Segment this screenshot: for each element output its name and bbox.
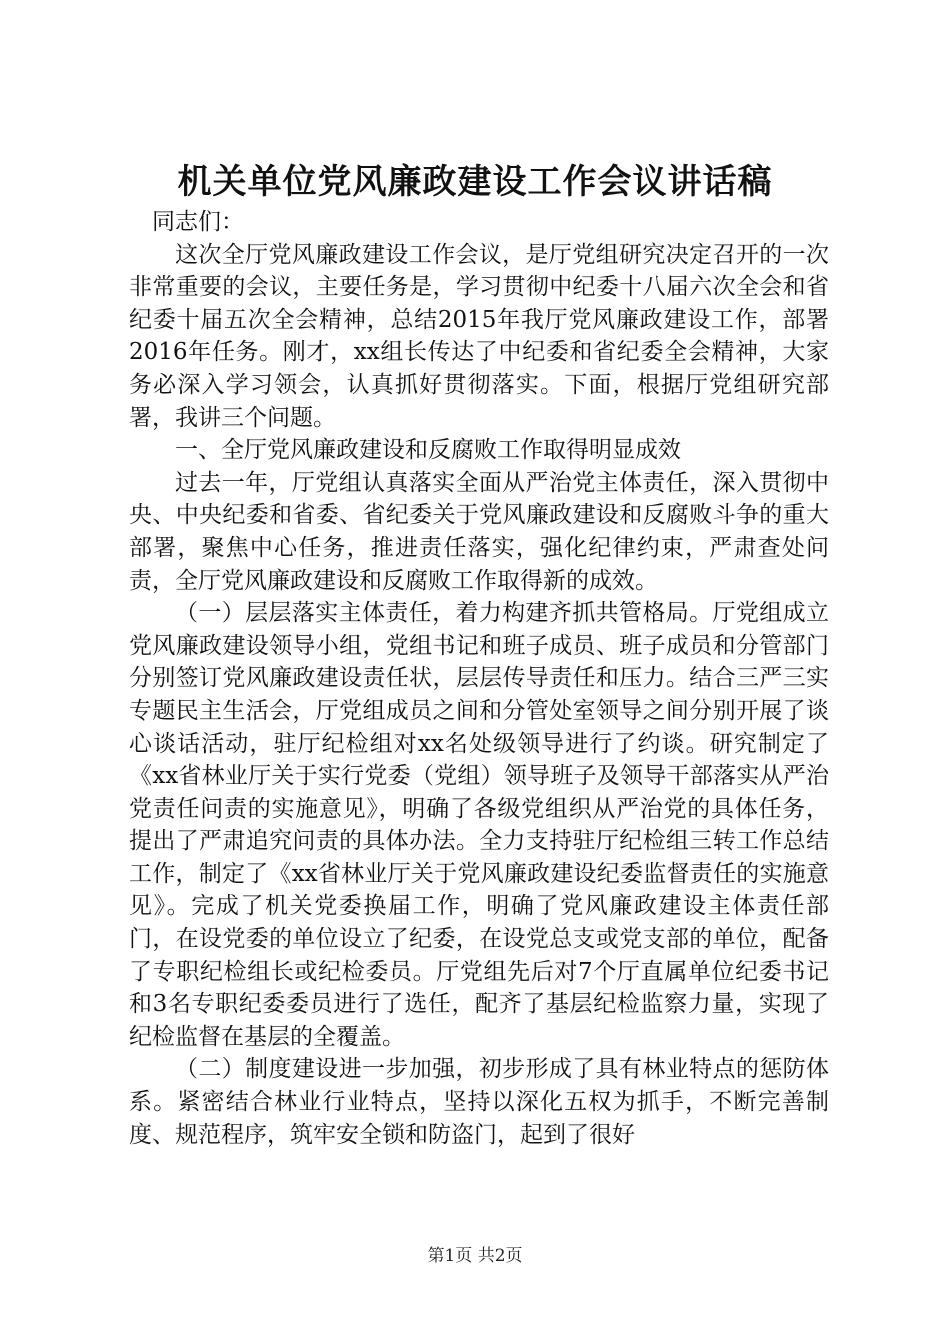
page-footer: 第1页 共2页 [427,1246,523,1266]
subsection-paragraph-1: （一）层层落实主体责任，着力构建齐抓共管格局。厅党组成立党风廉政建设领导小组，党组书记和班子成员、班子成员和分管部门分别签订党风廉政建设责任状，层层传导责任和压力。结合三严三实专题民主生活会，厅党组成员之间和分管处室领导之间分别开展了谈心谈话活动，驻厅纪检组对xx名处级领导进行了约谈。研究制定了《xx省林业厅关于实行党委（党组）领导班子及领导干部落实从严治党责任问责的实施意见》，明确了各级党组织从严治党的具体任务，提出了严肃追究问责的具体办法。全力支持驻厅纪检组三转工作总结工作，制定了《xx省林业厅关于党风廉政建设纪委监督责任的实施意见》。完成了机关党委换届工作，明确了党风廉政建设主体责任部门，在设党委的单位设立了纪委，在设党总支或党支部的单位，配备了专职纪检组长或纪检委员。厅党组先后对7个厅直属单位纪委书记和3名专职纪委委员进行了选任，配齐了基层纪检监察力量，实现了纪检监督在基层的全覆盖。 [129,600,829,1050]
section-paragraph: 过去一年，厅党组认真落实全面从严治党主体责任，深入贯彻中央、中央纪委和省委、省纪委关于党风廉政建设和反腐败斗争的重大部署，聚焦中心任务，推进责任落实，强化纪律约束，严肃查处问责，全厅党风廉政建设和反腐败工作取得新的成效。 [129,469,829,594]
document-title: 机关单位党风廉政建设工作会议讲话稿 [177,162,773,202]
document-body [129,206,829,1151]
intro-paragraph: 这次全厅党风廉政建设工作会议，是厅党组研究决定召开的一次非常重要的会议，主要任务是，学习贯彻中纪委十八届六次全会和省纪委十届五次全会精神，总结2015年我厅党风廉政建设工作，部署2016年任务。刚才，xx组长传达了中纪委和省纪委全会精神，大家务必深入学习领会，认真抓好贯彻落实。下面，根据厅党组研究部署，我讲三个问题。 [129,241,829,431]
subsection-paragraph-2: （二）制度建设进一步加强，初步形成了具有林业特点的惩防体系。紧密结合林业行业特点，坚持以深化五权为抓手，不断完善制度、规范程序，筑牢安全锁和防盗门，起到了很好 [129,1056,829,1148]
salutation: 同志们： [152,209,244,235]
section-heading: 一、全厅党风廉政建设和反腐败工作取得明显成效 [175,437,681,464]
